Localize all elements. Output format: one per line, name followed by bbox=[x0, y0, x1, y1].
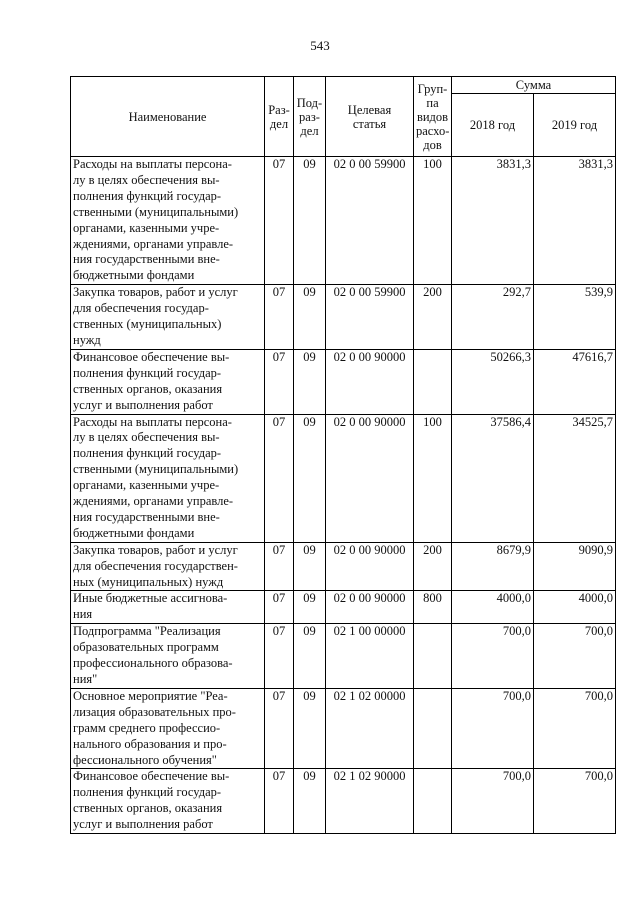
cell-group-text: 200 bbox=[423, 285, 442, 300]
cell-subsection-text: 09 bbox=[303, 414, 316, 429]
cell-2018 bbox=[452, 157, 534, 285]
cell-2019-text: 9090,9 bbox=[578, 542, 613, 557]
cell-name bbox=[71, 542, 265, 591]
cell-group-text: 200 bbox=[423, 542, 442, 557]
table-row bbox=[71, 542, 616, 591]
cell-name-text: Закупка товаров, работ и услуг для обеспечения государ- ственных (муниципальных) нужд bbox=[73, 285, 238, 347]
budget-table bbox=[70, 76, 616, 834]
cell-2018-text: 3831,3 bbox=[496, 157, 531, 171]
cell-group bbox=[414, 414, 452, 542]
cell-name-text: Расходы на выплаты персона- лу в целях обеспечения вы- полнения функций государ- ственными (муниципальными) органами, казенными учре- ждениями, органами управле- ния государственными вне- бюджетными фондами bbox=[73, 157, 239, 283]
cell-target-text: 02 0 00 90000 bbox=[333, 542, 406, 557]
cell-target-text: 02 0 00 90000 bbox=[333, 414, 406, 429]
cell-subsection-text: 09 bbox=[303, 285, 316, 300]
cell-name-text: Расходы на выплаты персона- лу в целях обеспечения вы- полнения функций государ- ственными (муниципальными) органами, казенными учре- ждениями, органами управле- ния государственными вне- бюджетными фондами bbox=[73, 414, 239, 540]
cell-2018 bbox=[452, 769, 534, 834]
cell-2019 bbox=[534, 624, 616, 689]
cell-section-text: 07 bbox=[272, 157, 286, 171]
cell-group bbox=[414, 542, 452, 591]
cell-name bbox=[71, 624, 265, 689]
header-section bbox=[265, 77, 294, 157]
cell-2018-text: 292,7 bbox=[502, 285, 531, 300]
cell-section bbox=[265, 624, 294, 689]
cell-target-text: 02 0 00 59900 bbox=[333, 285, 406, 300]
cell-name bbox=[71, 349, 265, 414]
cell-section bbox=[265, 285, 294, 350]
cell-2019-text: 700,0 bbox=[584, 688, 613, 703]
cell-name-text: Иные бюджетные ассигнова- ния bbox=[73, 591, 228, 622]
cell-target-text: 02 1 02 00000 bbox=[333, 688, 406, 703]
cell-name-text: Финансовое обеспечение вы- полнения функций государ- ственных органов, оказания услуг и выполнения работ bbox=[73, 349, 230, 412]
cell-subsection bbox=[294, 285, 326, 350]
cell-2018 bbox=[452, 624, 534, 689]
cell-subsection-text: 09 bbox=[303, 688, 316, 703]
header-name bbox=[71, 77, 265, 157]
cell-target-text: 02 0 00 59900 bbox=[333, 157, 406, 171]
cell-name bbox=[71, 591, 265, 624]
header-sum bbox=[452, 77, 616, 94]
cell-2019 bbox=[534, 285, 616, 350]
cell-group-text: 100 bbox=[423, 414, 442, 429]
cell-name bbox=[71, 688, 265, 769]
cell-section-text: 07 bbox=[272, 542, 286, 557]
cell-section bbox=[265, 769, 294, 834]
page-number: 543 bbox=[310, 38, 330, 53]
header-target bbox=[326, 77, 414, 157]
cell-group bbox=[414, 157, 452, 285]
header-2019-text: 2019 год bbox=[551, 118, 598, 132]
table-row bbox=[71, 769, 616, 834]
header-section-text: Раз- дел bbox=[268, 102, 290, 131]
cell-section-text: 07 bbox=[272, 624, 286, 639]
header-sum-text: Сумма bbox=[515, 78, 552, 92]
cell-2018-text: 37586,4 bbox=[490, 414, 531, 429]
cell-subsection bbox=[294, 349, 326, 414]
header-group bbox=[414, 77, 452, 157]
cell-section-text: 07 bbox=[272, 349, 286, 364]
cell-target bbox=[326, 414, 414, 542]
cell-2018 bbox=[452, 349, 534, 414]
cell-2019-text: 3831,3 bbox=[578, 157, 613, 171]
cell-2019 bbox=[534, 542, 616, 591]
cell-section bbox=[265, 157, 294, 285]
cell-subsection bbox=[294, 624, 326, 689]
header-target-text: Целевая статья bbox=[347, 102, 392, 131]
cell-target-text: 02 1 02 90000 bbox=[333, 769, 406, 784]
cell-subsection bbox=[294, 688, 326, 769]
cell-section-text: 07 bbox=[272, 591, 286, 606]
cell-subsection-text: 09 bbox=[303, 624, 316, 639]
cell-2019 bbox=[534, 157, 616, 285]
cell-target-text: 02 0 00 90000 bbox=[333, 591, 406, 606]
cell-2018 bbox=[452, 285, 534, 350]
cell-group bbox=[414, 688, 452, 769]
cell-target-text: 02 0 00 90000 bbox=[333, 349, 406, 364]
cell-2018-text: 700,0 bbox=[502, 688, 531, 703]
cell-section bbox=[265, 349, 294, 414]
cell-group bbox=[414, 769, 452, 834]
cell-subsection-text: 09 bbox=[303, 769, 316, 784]
header-2019 bbox=[534, 94, 616, 157]
cell-group bbox=[414, 349, 452, 414]
cell-subsection bbox=[294, 542, 326, 591]
cell-2019 bbox=[534, 591, 616, 624]
cell-subsection-text: 09 bbox=[303, 157, 316, 171]
table-row bbox=[71, 157, 616, 285]
cell-2018-text: 4000,0 bbox=[496, 591, 531, 606]
cell-2018 bbox=[452, 414, 534, 542]
cell-subsection-text: 09 bbox=[303, 349, 316, 364]
table-row bbox=[71, 349, 616, 414]
cell-2018-text: 8679,9 bbox=[496, 542, 531, 557]
header-2018-text: 2018 год bbox=[469, 118, 516, 132]
table-body bbox=[71, 157, 616, 834]
header-2018 bbox=[452, 94, 534, 157]
cell-2018 bbox=[452, 688, 534, 769]
cell-name-text: Финансовое обеспечение вы- полнения функций государ- ственных органов, оказания услуг и выполнения работ bbox=[73, 769, 230, 832]
cell-name-text: Подпрограмма "Реализация образовательных программ профессионального образова- ния" bbox=[73, 624, 233, 686]
table-row bbox=[71, 285, 616, 350]
cell-section bbox=[265, 542, 294, 591]
cell-2019-text: 34525,7 bbox=[572, 414, 613, 429]
header-subsection-text: Под- раз- дел bbox=[296, 95, 323, 138]
cell-section bbox=[265, 414, 294, 542]
header-group-text: Груп- па видов расхо- дов bbox=[416, 81, 450, 152]
cell-subsection bbox=[294, 157, 326, 285]
cell-name-text: Основное мероприятие "Реа- лизация образовательных про- грамм среднего профессио- нального образования и про- фессионального обучения" bbox=[73, 688, 236, 767]
cell-2019 bbox=[534, 414, 616, 542]
cell-subsection-text: 09 bbox=[303, 542, 316, 557]
table-row bbox=[71, 624, 616, 689]
cell-2019-text: 47616,7 bbox=[572, 349, 613, 364]
cell-section-text: 07 bbox=[272, 688, 286, 703]
cell-2018-text: 700,0 bbox=[502, 769, 531, 784]
cell-name-text: Закупка товаров, работ и услуг для обеспечения государствен- ных (муниципальных) нужд bbox=[73, 542, 238, 589]
cell-target bbox=[326, 591, 414, 624]
cell-target bbox=[326, 688, 414, 769]
cell-group bbox=[414, 591, 452, 624]
cell-2019 bbox=[534, 769, 616, 834]
cell-name bbox=[71, 157, 265, 285]
cell-target bbox=[326, 157, 414, 285]
cell-section-text: 07 bbox=[272, 285, 286, 300]
header-name-text: Наименование bbox=[128, 109, 207, 124]
cell-section-text: 07 bbox=[272, 769, 286, 784]
cell-name bbox=[71, 285, 265, 350]
cell-name bbox=[71, 769, 265, 834]
cell-section-text: 07 bbox=[272, 414, 286, 429]
cell-2018 bbox=[452, 542, 534, 591]
cell-2018-text: 50266,3 bbox=[490, 349, 531, 364]
table-row bbox=[71, 688, 616, 769]
cell-target bbox=[326, 624, 414, 689]
cell-2018 bbox=[452, 591, 534, 624]
cell-target bbox=[326, 349, 414, 414]
cell-group-text: 100 bbox=[423, 157, 442, 171]
cell-2019-text: 700,0 bbox=[584, 624, 613, 639]
header-subsection bbox=[294, 77, 326, 157]
table-row bbox=[71, 591, 616, 624]
table-row bbox=[71, 414, 616, 542]
cell-target-text: 02 1 00 00000 bbox=[333, 624, 406, 639]
cell-2019-text: 539,9 bbox=[584, 285, 613, 300]
cell-name bbox=[71, 414, 265, 542]
cell-section bbox=[265, 688, 294, 769]
cell-subsection-text: 09 bbox=[303, 591, 316, 606]
cell-target bbox=[326, 285, 414, 350]
cell-subsection bbox=[294, 414, 326, 542]
cell-group bbox=[414, 624, 452, 689]
cell-subsection bbox=[294, 591, 326, 624]
cell-group bbox=[414, 285, 452, 350]
cell-section bbox=[265, 591, 294, 624]
cell-2019-text: 4000,0 bbox=[578, 591, 613, 606]
cell-target bbox=[326, 769, 414, 834]
cell-target bbox=[326, 542, 414, 591]
cell-2019-text: 700,0 bbox=[584, 769, 613, 784]
cell-group-text: 800 bbox=[423, 591, 442, 606]
table-header bbox=[71, 77, 616, 157]
cell-2019 bbox=[534, 688, 616, 769]
cell-subsection bbox=[294, 769, 326, 834]
cell-2018-text: 700,0 bbox=[502, 624, 531, 639]
cell-2019 bbox=[534, 349, 616, 414]
